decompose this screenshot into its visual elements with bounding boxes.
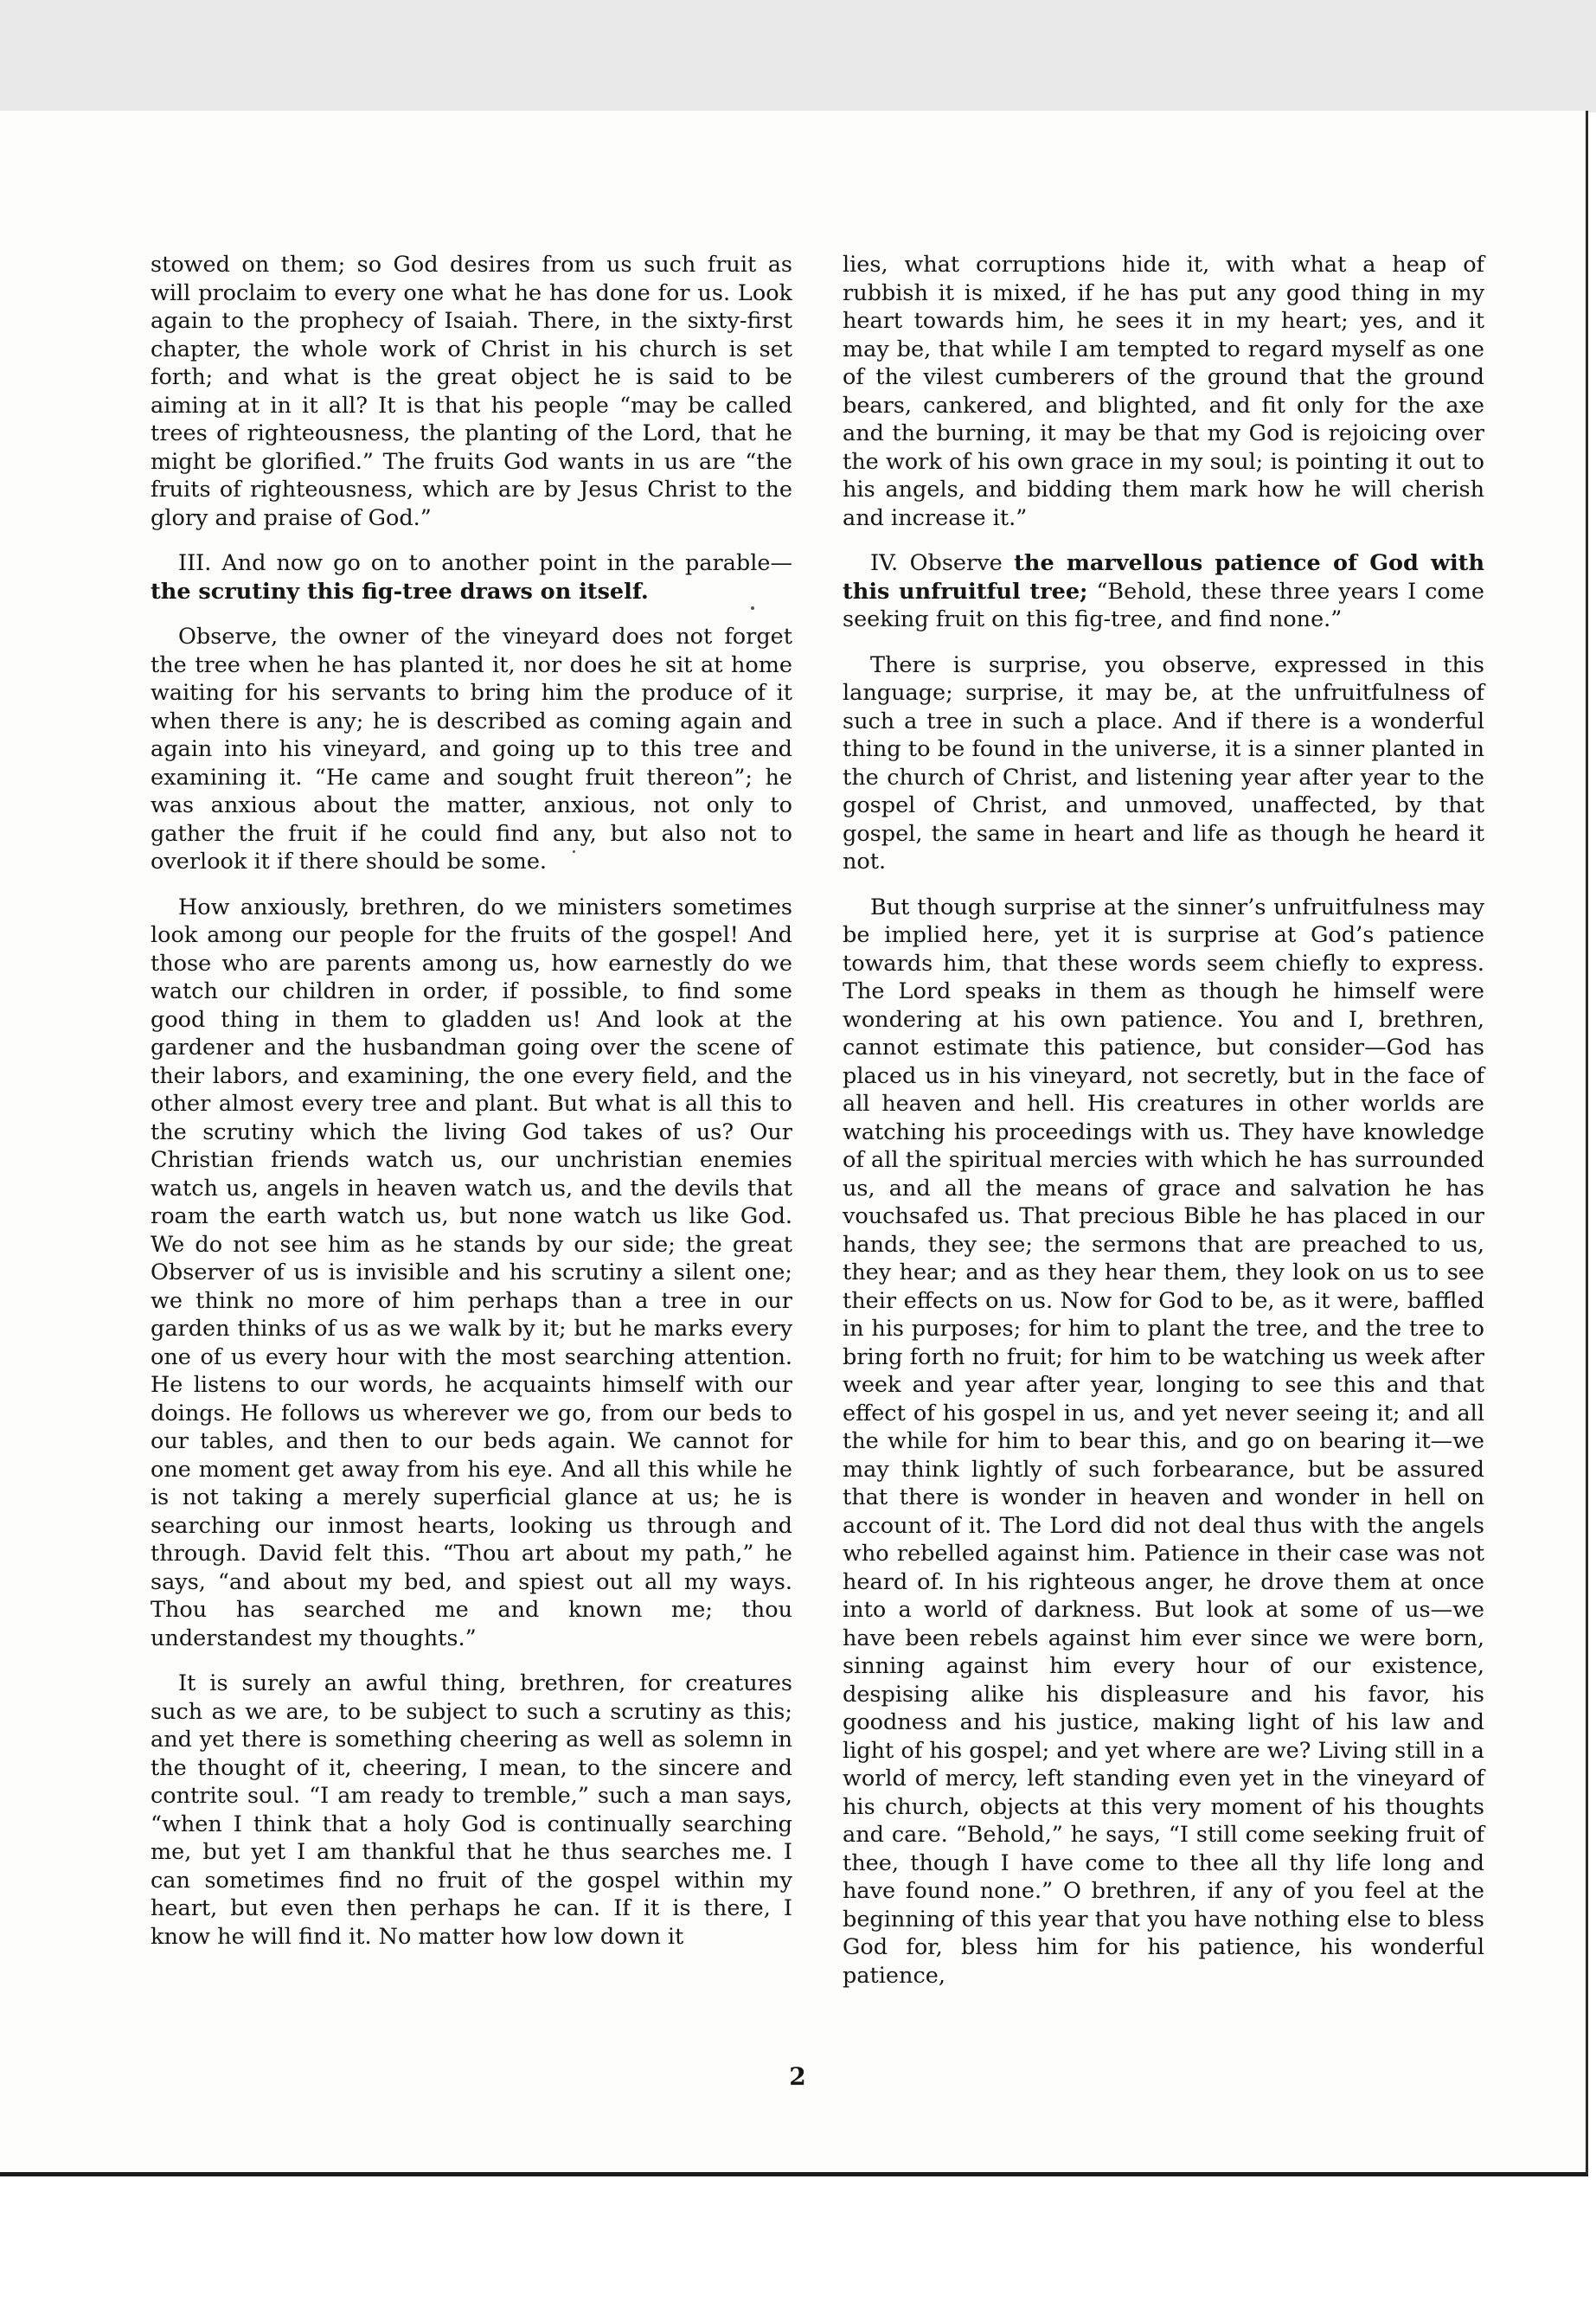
- heading-emphasis: the scrutiny this fig-tree draws on itself.: [151, 578, 649, 605]
- scan-background-top: [0, 0, 1596, 112]
- section-heading-iv: [843, 549, 1484, 634]
- paragraph: How anxiously, brethren, do we ministers sometimes look among our people for the fruits of the gospel! And those who are parents among us, how earnestly do we watch our children in order, if possible, to find some good thing in them to gladden us! And look at the gardener and the husbandman going over the scene of their labors, and examining, the one every field, and the other almost every tree and plant. But what is all this to the scrutiny which the living God takes of us? Our Christian friends watch us, our unchristian enemies watch us, angels in heaven watch us, and the devils that roam the earth watch us, but none watch us like God. We do not see him as he stands by our side; the great Observer of us is invisible and his scrutiny a silent one; we think no more of him perhaps than a tree in our garden thinks of us as we walk by it; but he marks every one of us every hour with the most searching attention. He listens to our words, he acquaints himself with our doings. He follows us wherever we go, from our beds to our tables, and then to our beds again. We cannot for one moment get away from his eye. And all this while he is not taking a merely superficial glance at us; he is searching our inmost hearts, looking us through and through. David felt this. “Thou art about my path,” he says, “and about my bed, and spiest out all my ways. Thou has searched me and known me; thou understandest my thoughts.”: [151, 894, 792, 1651]
- paragraph: It is surely an awful thing, brethren, for creatures such as we are, to be subject to such a scrutiny as this; and yet there is something cheering as well as solemn in the thought of it, cheering, I mean, to the sincere and contrite soul. “I am ready to tremble,” such a man says, “when I think that a holy God is continually searching me, but yet I am thankful that he thus searches me. I can sometimes find no fruit of the gospel within my heart, but even then perhaps he can. If it is there, I know he will find it. No matter how low down it: [151, 1670, 792, 1950]
- heading-emphasis: the marvellous patience of God with this unfruitful tree;: [843, 550, 1484, 605]
- paragraph: lies, what corruptions hide it, with what a heap of rubbish it is mixed, if he has put any good thing in my heart towards him, he sees it in my heart; yes, and it may be, that while I am tempted to regard myself as one of the vilest cumberers of the ground that the ground bears, cankered, and blighted, and fit only for the axe and the burning, it may be that my God is rejoicing over the work of his own grace in my soul; is pointing it out to his angels, and bidding them mark how he will cherish and increase it.”: [843, 252, 1484, 531]
- scan-background-bottom: [0, 2176, 1596, 2301]
- heading-lead: IV. Observe: [870, 550, 1015, 576]
- paragraph: stowed on them; so God desires from us such fruit as will proclaim to every one what he has done for us. Look again to the prophecy of Isaiah. There, in the sixty-first chapter, the whole work of Christ in his church is set forth; and what is the great object he is said to be aiming at in it all? It is that his people “may be called trees of righteousness, the planting of the Lord, that he might be glorified.” The fruits God wants in us are “the fruits of righteousness, which are by Jesus Christ to the glory and praise of God.”: [151, 252, 792, 531]
- scan-speck: [573, 850, 575, 853]
- right-column: [843, 251, 1484, 2007]
- heading-tail: “Behold, these three years I come seeking fruit on this fig-tree, and find none.”: [843, 578, 1484, 632]
- heading-lead: III. And now go on to another point in the parable—: [178, 550, 792, 576]
- paragraph: But though surprise at the sinner’s unfruitfulness may be implied here, yet it is surprise at God’s patience towards him, that these words seem chiefly to express. The Lord speaks in them as though he himself were wondering at his own patience. You and I, brethren, cannot estimate this patience, but consider—God has placed us in his vineyard, not secretly, but in the face of all heaven and hell. His creatures in other worlds are watching his proceedings with us. They have knowledge of all the spiritual mercies with which he has surrounded us, and all the means of grace and salvation he has vouchsafed us. That precious Bible he has placed in our hands, they see; the sermons that are preached to us, they hear; and as they hear them, they look on us to see their effects on us. Now for God to be, as it were, baffled in his purposes; for him to plant the tree, and the tree to bring forth no fruit; for him to be watching us week after week and year after year, longing to see this and that effect of his gospel in us, and yet never seeing it; and all the while for him to bear this, and go on bearing it—we may think lightly of such forbearance, but be assured that there is wonder in heaven and wonder in hell on account of it. The Lord did not deal thus with the angels who rebelled against him. Patience in their case was not heard of. In his righteous anger, he drove them at once into a world of darkness. But look at some of us—we have been rebels against him ever since we were born, sinning against him every hour of our existence, despising alike his displeasure and his favor, his goodness and his justice, making light of his law and light of his gospel; and yet where are we? Living still in a world of mercy, left standing even yet in the vineyard of his church, objects at this very moment of his thoughts and care. “Behold,” he says, “I still come seeking fruit of thee, though I have come to thee all thy life long and have found none.” O brethren, if any of you feel at the beginning of this year that you have nothing else to bless God for, bless him for his patience, his wonderful patience,: [843, 894, 1484, 1989]
- section-heading-iii: [151, 549, 792, 606]
- page-number: 2: [789, 2062, 806, 2091]
- scan-speck: [751, 606, 754, 610]
- paragraph: There is surprise, you observe, expressed in this language; surprise, it may be, at the unfruitfulness of such a tree in such a place. And if there is a wonderful thing to be found in the universe, it is a sinner planted in the church of Christ, and listening year after year to the gospel of Christ, and unmoved, unaffected, by that gospel, the same in heart and life as though he heard it not.: [843, 651, 1484, 875]
- paragraph: Observe, the owner of the vineyard does not forget the tree when he has planted it, nor does he sit at home waiting for his servants to bring him the produce of it when there is any; he is described as coming again and again into his vineyard, and going up to this tree and examining it. “He came and sought fruit thereon”; he was anxious about the matter, anxious, not only to gather the fruit if he could find any, but also not to overlook it if there should be some.: [151, 624, 792, 875]
- left-column: [151, 251, 792, 1968]
